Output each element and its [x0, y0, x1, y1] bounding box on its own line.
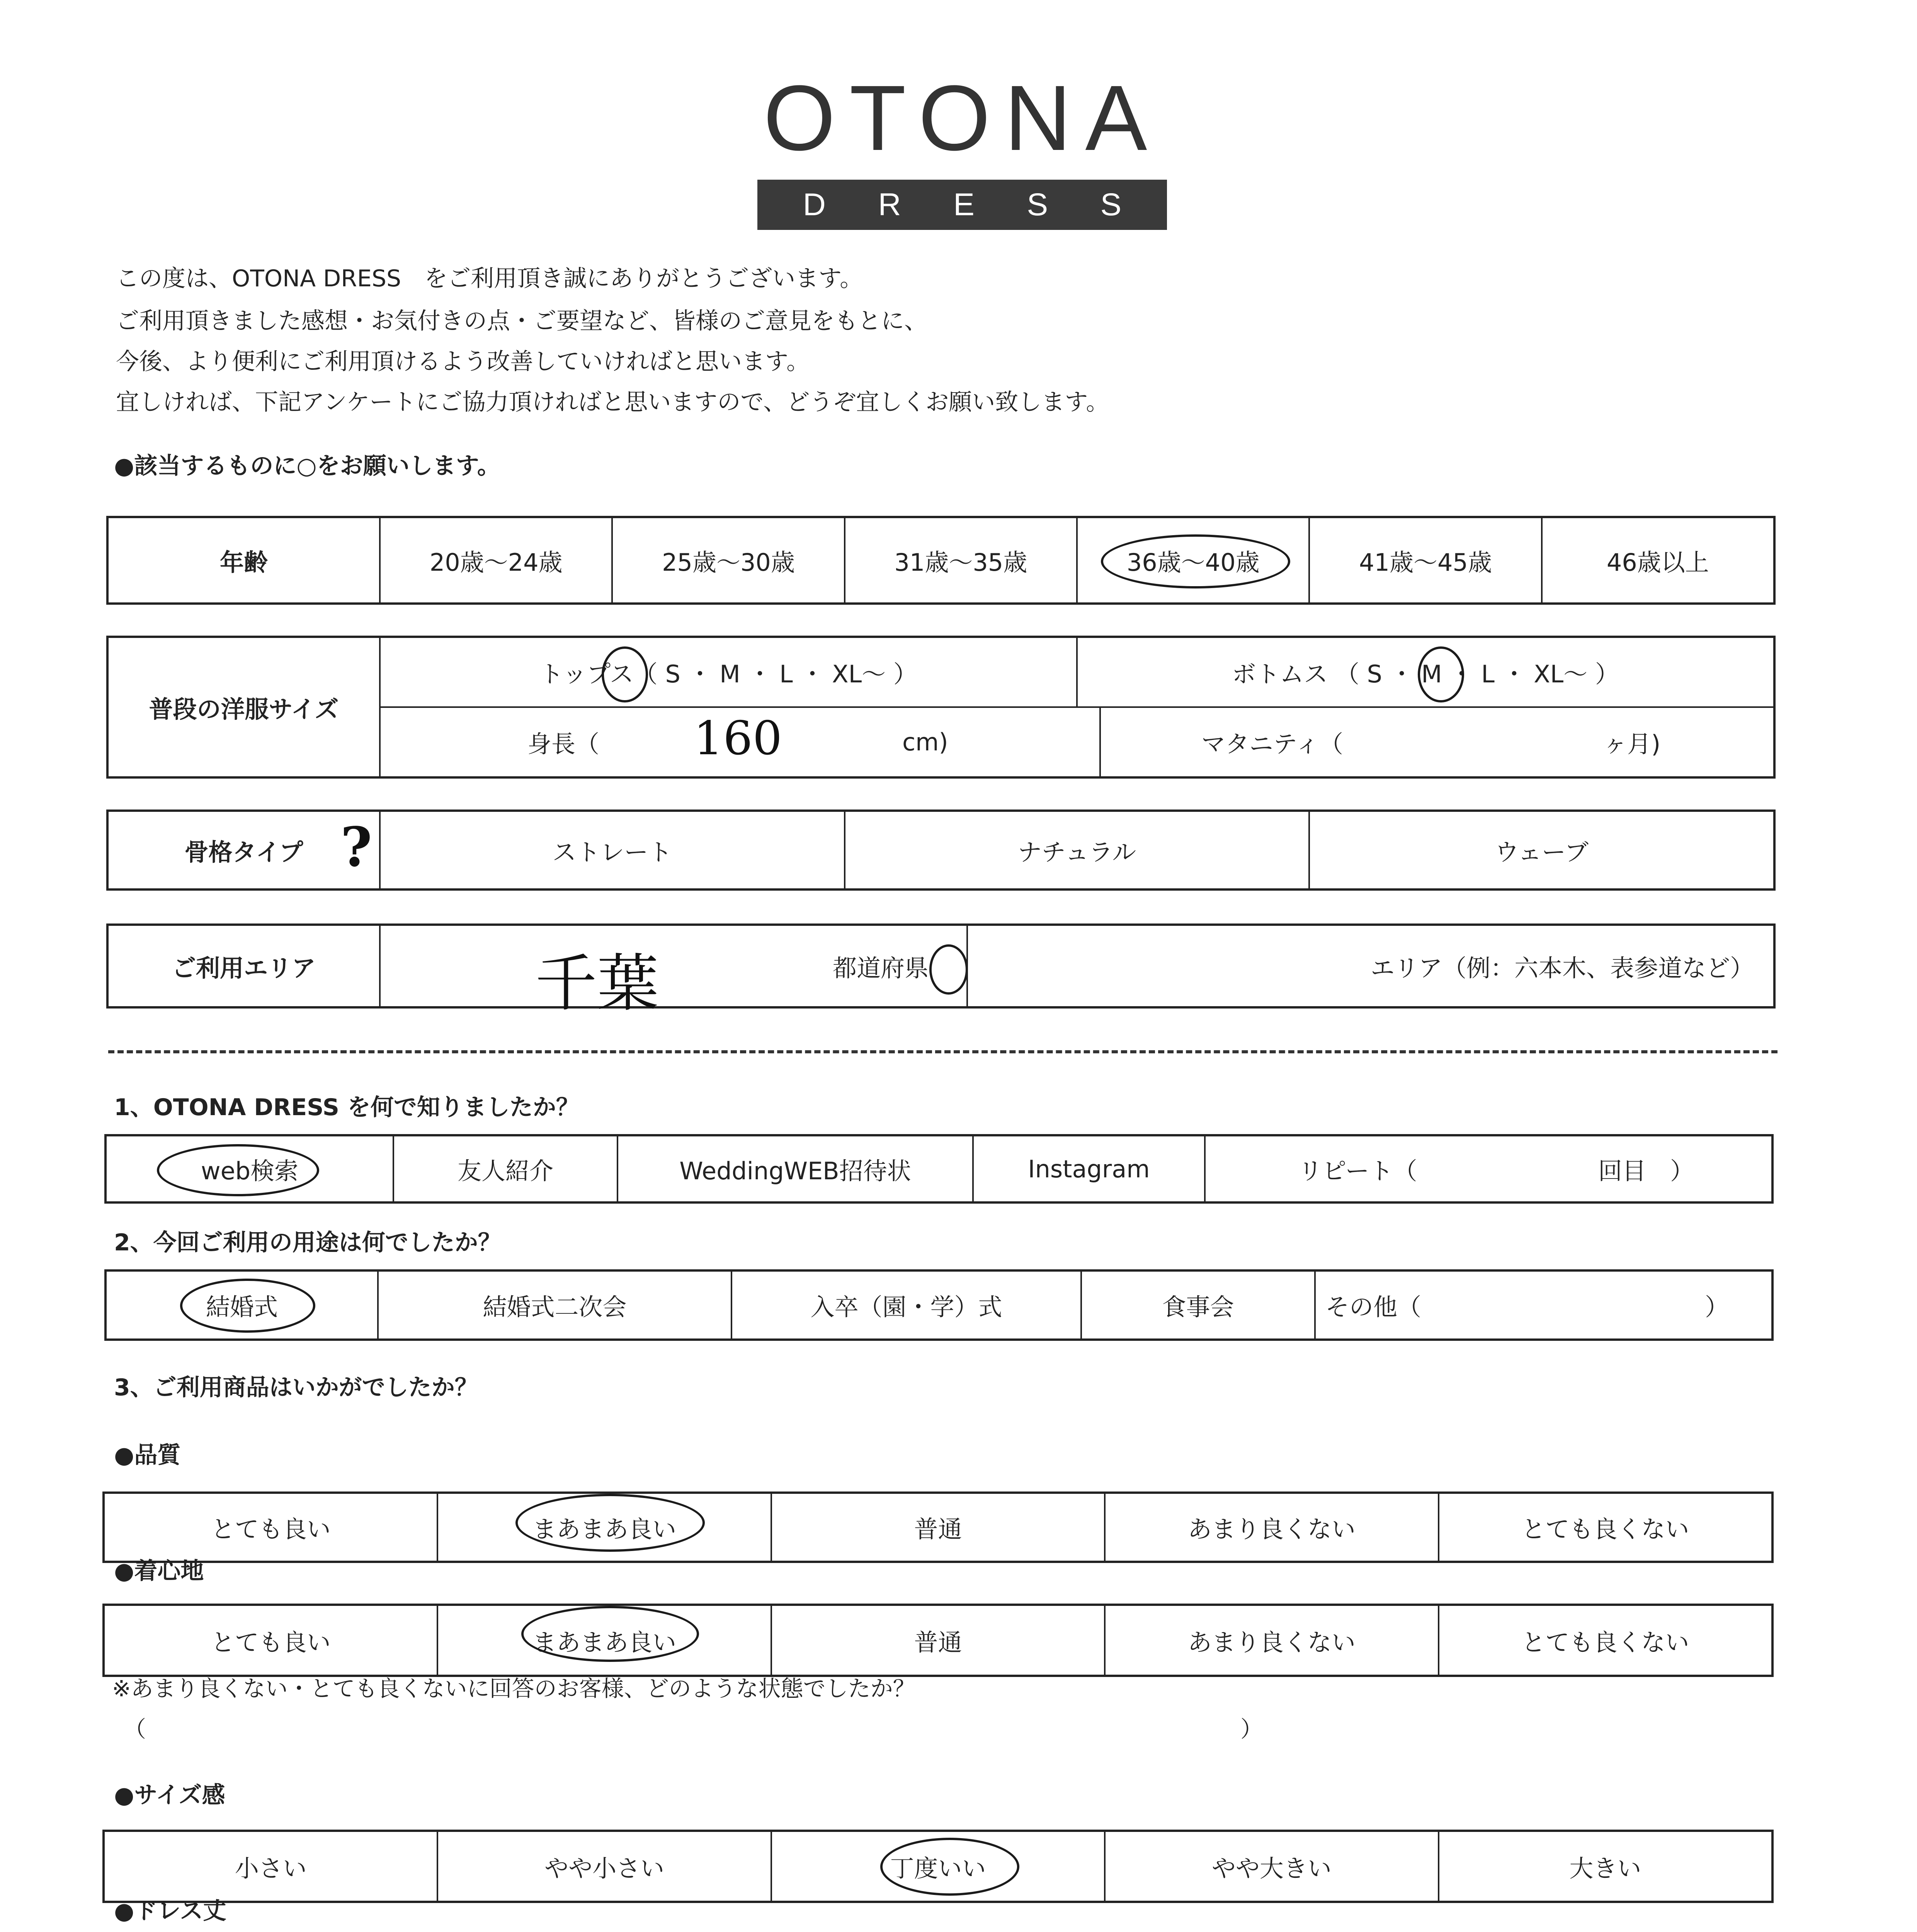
prefecture-label: 都道府県	[833, 954, 929, 982]
quality-option[interactable]: とても良い	[211, 1515, 331, 1543]
selection-circle	[1101, 534, 1290, 588]
instruction: ●該当するものに○をお願いします。	[114, 452, 500, 480]
q2-table	[104, 1269, 1774, 1341]
selection-circle	[1418, 646, 1464, 702]
comfort-option[interactable]: とても良い	[211, 1628, 331, 1656]
area-table	[106, 923, 1776, 1019]
prefecture-field[interactable]	[379, 926, 966, 1019]
body-type-option[interactable]: ナチュラル	[844, 812, 1309, 888]
repeat-count-label: 回目 ）	[1598, 1156, 1694, 1185]
height-label: 身長（	[527, 730, 600, 758]
size-feel-option-selected[interactable]	[771, 1832, 1104, 1901]
size-fields	[379, 638, 1773, 776]
maternity-unit: ヶ月)	[1603, 730, 1661, 758]
selection-circle	[880, 1838, 1019, 1896]
quality-option-selected[interactable]	[437, 1494, 770, 1561]
selection-circle	[157, 1144, 319, 1196]
q2-option[interactable]: 食事会	[1080, 1272, 1314, 1338]
quality-label: ●品質	[114, 1442, 181, 1469]
size-feel-option[interactable]: 小さい	[235, 1854, 307, 1883]
intro-line: 宜しければ、下記アンケートにご協力頂ければと思いますので、どうぞ宜しくお願い致します。	[116, 389, 1109, 416]
body-type-option[interactable]: ストレート	[379, 812, 844, 888]
size-table	[106, 636, 1776, 779]
body-type-label	[109, 812, 379, 888]
q1-option-label: web検索	[201, 1156, 299, 1185]
quality-option[interactable]: とても良くない	[1438, 1494, 1771, 1561]
size-label: 普段の洋服サイズ	[149, 695, 339, 723]
tops-text: トップス（ S ・ M ・ L ・ XL〜 ）	[539, 660, 917, 688]
logo-dress	[757, 180, 1167, 230]
intro-line: ご利用頂きました感想・お気付きの点・ご要望など、皆様のご意見をもとに、	[116, 308, 927, 335]
close-paren: ）	[1240, 1716, 1263, 1742]
q3-title: 3、ご利用商品はいかがでしたか？	[114, 1374, 478, 1401]
q2-option-label: 結婚式	[206, 1293, 278, 1321]
comfort-table	[102, 1604, 1774, 1677]
size-feel-option-label: 丁度いい	[890, 1854, 986, 1883]
height-value: 160	[694, 712, 782, 765]
age-label: 年齢	[219, 548, 268, 577]
age-option[interactable]: 31歳〜35歳	[844, 518, 1076, 602]
age-option[interactable]: 46歳以上	[1541, 518, 1773, 602]
q1-table	[104, 1134, 1774, 1204]
logo-letter: D	[803, 187, 826, 222]
logo-letter: R	[878, 187, 901, 222]
bottoms-field[interactable]	[1076, 638, 1773, 706]
quality-table	[102, 1492, 1774, 1563]
quality-option-label: まあまあ良い	[532, 1515, 677, 1543]
size-row-1	[381, 638, 1773, 708]
selection-circle	[180, 1279, 315, 1333]
q1-title: 1、OTONA DRESS を何で知りましたか？	[114, 1094, 579, 1121]
area-value: 千葉	[535, 947, 659, 1019]
q2-option-selected[interactable]	[107, 1272, 377, 1338]
logo-letter: S	[1100, 187, 1122, 222]
q1-option-repeat[interactable]	[1204, 1136, 1771, 1201]
quality-option[interactable]: 普通	[771, 1494, 1104, 1561]
q1-option[interactable]: WeddingWEB招待状	[617, 1136, 972, 1201]
tops-field[interactable]	[381, 638, 1076, 706]
q1-option[interactable]: 友人紹介	[393, 1136, 617, 1201]
age-option-label: 36歳〜40歳	[1126, 548, 1260, 577]
height-unit: cm)	[902, 728, 948, 756]
selection-circle	[521, 1606, 699, 1662]
maternity-field[interactable]	[1099, 708, 1773, 776]
comfort-option-selected[interactable]	[437, 1606, 770, 1675]
intro-line: 今後、より便利にご利用頂けるよう改善していければと思います。	[116, 348, 810, 375]
comfort-note: ※あまり良くない・とても良くないに回答のお客様、どのような状態でしたか？	[112, 1675, 915, 1702]
comfort-option[interactable]: 普通	[771, 1606, 1104, 1675]
quality-option[interactable]: あまり良くない	[1104, 1494, 1437, 1561]
other-label: その他（	[1325, 1293, 1422, 1321]
body-type-option[interactable]: ウェーブ	[1308, 812, 1773, 888]
size-feel-option[interactable]: やや大きい	[1104, 1832, 1437, 1901]
height-field[interactable]	[381, 708, 1099, 776]
comfort-option[interactable]: とても良くない	[1438, 1606, 1771, 1675]
logo-letter: E	[953, 187, 975, 222]
maternity-label: マタニティ（	[1201, 730, 1344, 758]
comfort-option-label: まあまあ良い	[532, 1628, 677, 1656]
selection-circle	[515, 1494, 705, 1552]
open-paren: （	[124, 1716, 146, 1742]
q2-option[interactable]: 入卒（園・学）式	[731, 1272, 1080, 1338]
q2-option-other[interactable]	[1314, 1272, 1771, 1338]
body-type-table	[106, 810, 1776, 891]
handwritten-mark: ?	[340, 816, 373, 879]
age-option[interactable]: 25歳〜30歳	[611, 518, 844, 602]
repeat-label: リピート（	[1298, 1156, 1417, 1185]
logo-letter: S	[1027, 187, 1048, 222]
selection-circle	[602, 646, 648, 702]
age-option-selected[interactable]	[1076, 518, 1308, 602]
selection-circle	[929, 944, 968, 995]
body-type-label-text: 骨格タイプ	[184, 838, 303, 866]
comfort-label: ●着心地	[114, 1558, 204, 1585]
other-close: ）	[1704, 1293, 1729, 1321]
size-feel-table	[102, 1830, 1774, 1903]
bottoms-text: ボトムス （ S ・ M ・ L ・ XL〜 ）	[1232, 660, 1619, 688]
size-row-2	[381, 708, 1773, 776]
section-divider	[108, 1050, 1778, 1053]
intro-line: この度は、OTONA DRESS をご利用頂き誠にありがとうございます。	[116, 265, 863, 292]
age-option[interactable]: 20歳〜24歳	[379, 518, 611, 602]
logo-otona: OTONA	[763, 66, 1161, 170]
q1-option-selected[interactable]	[107, 1136, 393, 1201]
age-option[interactable]: 41歳〜45歳	[1308, 518, 1541, 602]
q1-option[interactable]: Instagram	[972, 1136, 1204, 1201]
area-field[interactable]: エリア（例：六本木、表参道など）	[966, 926, 1773, 1006]
q2-title: 2、今回ご利用の用途は何でしたか？	[114, 1229, 501, 1256]
dress-length-label: ●ドレス丈	[114, 1898, 226, 1925]
area-label: ご利用エリア	[172, 954, 316, 982]
size-feel-option[interactable]: 大きい	[1438, 1832, 1771, 1901]
size-feel-option[interactable]: やや小さい	[437, 1832, 770, 1901]
q2-option[interactable]: 結婚式二次会	[377, 1272, 731, 1338]
age-table	[106, 516, 1776, 605]
size-feel-label: ●サイズ感	[114, 1782, 225, 1809]
comfort-option[interactable]: あまり良くない	[1104, 1606, 1437, 1675]
